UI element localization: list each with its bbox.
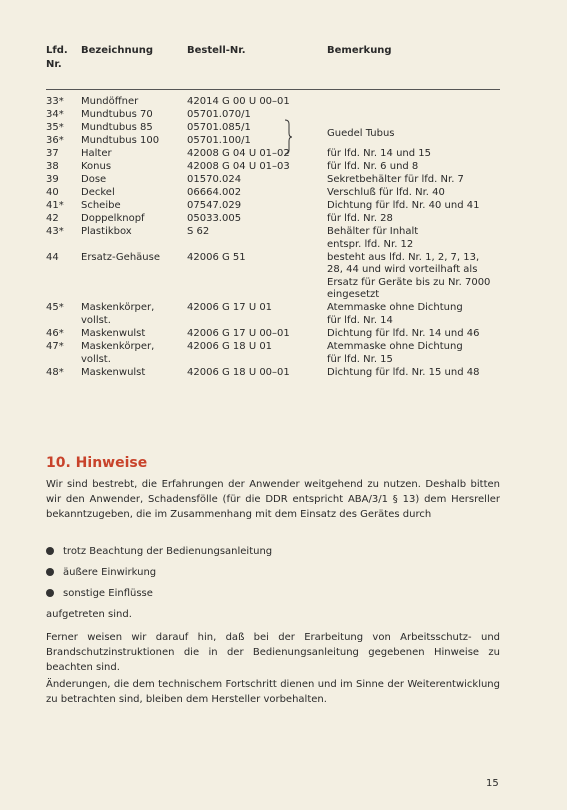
brace-icon	[284, 119, 292, 155]
cell-bezeichnung: Maskenwulst	[81, 366, 146, 378]
cell-bestell-nr: 42006 G 18 U 01	[187, 340, 273, 352]
cell-lfd-nr: 33*	[46, 96, 64, 107]
cell-bemerkung-line3: Ersatz für Geräte bis zu Nr. 7000	[327, 276, 491, 288]
cell-bestell-nr: 06664.002	[187, 187, 242, 198]
cell-bestell-nr: 42006 G 17 U 01	[187, 302, 273, 314]
cell-bezeichnung: Deckel	[81, 187, 115, 198]
cell-bezeichnung: Halter	[81, 148, 112, 159]
cell-bemerkung: besteht aus lfd. Nr. 1, 2, 7, 13,	[327, 251, 480, 263]
cell-bezeichnung-line2: vollst.	[81, 353, 111, 365]
cell-bemerkung: für lfd. Nr. 14 und 15	[327, 148, 432, 159]
cell-lfd-nr: 36*	[46, 135, 64, 146]
cell-lfd-nr: 39	[46, 174, 59, 185]
table-row	[0, 341, 567, 367]
cell-bemerkung: Dichtung für lfd. Nr. 15 und 48	[327, 366, 480, 378]
bullet-text: sonstige Einflüsse	[63, 588, 153, 599]
cell-bemerkung: Sekretbehälter für lfd. Nr. 7	[327, 174, 464, 185]
table-row	[0, 161, 567, 174]
cell-lfd-nr: 48*	[46, 366, 64, 378]
cell-bemerkung: für lfd. Nr. 6 und 8	[327, 161, 419, 172]
cell-bestell-nr: S 62	[187, 226, 210, 237]
cell-lfd-nr: 41*	[46, 200, 64, 211]
bullet-item	[46, 545, 272, 559]
bullet-icon	[46, 568, 54, 576]
bullet-text: äußere Einwirkung	[63, 567, 157, 578]
header-bezeichnung: Bezeichnung	[81, 45, 153, 56]
cell-lfd-nr: 38	[46, 161, 59, 172]
cell-bestell-nr: 42006 G 17 U 00–01	[187, 327, 290, 339]
cell-bezeichnung: Dose	[81, 174, 107, 185]
cell-bezeichnung-line2: vollst.	[81, 314, 111, 326]
cell-bestell-nr: 05701.085/1	[187, 122, 251, 133]
cell-bezeichnung: Maskenkörper,	[81, 340, 155, 352]
header-lfd: Lfd.	[46, 45, 68, 56]
header-rule	[46, 89, 500, 90]
cell-bemerkung: Atemmaske ohne Dichtung	[327, 302, 463, 314]
table-row	[0, 226, 567, 252]
cell-lfd-nr: 35*	[46, 122, 64, 133]
table-row	[0, 187, 567, 200]
cell-bezeichnung: Mundtubus 85	[81, 122, 153, 133]
bullet-icon	[46, 589, 54, 597]
page-number: 15	[486, 778, 499, 789]
table-row	[0, 174, 567, 187]
table-row	[0, 200, 567, 213]
cell-lfd-nr: 43*	[46, 226, 64, 237]
cell-bemerkung: Atemmaske ohne Dichtung	[327, 340, 463, 352]
cell-bezeichnung: Scheibe	[81, 200, 121, 211]
cell-bemerkung: Dichtung für lfd. Nr. 40 und 41	[327, 200, 480, 211]
cell-bezeichnung: Mundtubus 70	[81, 109, 153, 120]
cell-bestell-nr: 42008 G 04 U 01–03	[187, 161, 290, 172]
table-row	[0, 367, 567, 380]
cell-lfd-nr: 40	[46, 187, 59, 198]
bullet-item	[46, 587, 153, 601]
cell-bemerkung-line4: eingesetzt	[327, 289, 380, 301]
cell-bestell-nr: 42006 G 18 U 00–01	[187, 366, 290, 378]
cell-bestell-nr: 01570.024	[187, 174, 242, 185]
guedel-note: Guedel Tubus	[327, 128, 395, 139]
cell-bezeichnung: Maskenwulst	[81, 327, 146, 339]
table-row	[0, 213, 567, 226]
cell-bestell-nr: 05701.100/1	[187, 135, 251, 146]
cell-lfd-nr: 37	[46, 148, 59, 159]
table-row	[0, 302, 567, 328]
cell-bemerkung-line2: für lfd. Nr. 15	[327, 353, 393, 365]
header-bestell-nr: Bestell-Nr.	[187, 45, 246, 56]
paragraph-aenderungen: Änderungen, die dem technischem Fortschritt dienen und im Sinne der Weiterentwicklung zu betrachten sind, bleiben dem Hersteller vorbehalten.	[46, 679, 500, 706]
table-row	[0, 328, 567, 341]
cell-bezeichnung: Doppelknopf	[81, 213, 145, 224]
table-row	[0, 96, 567, 109]
cell-lfd-nr: 44	[46, 251, 59, 263]
after-bullets-text: aufgetreten sind.	[46, 609, 132, 620]
paragraph-brandschutz: Ferner weisen wir darauf hin, daß bei der Erarbeitung von Arbeitsschutz- und Brandschutzinstruktionen die in der Bedienungsanleitung gegebenen Hinweise zu beachten sind.	[46, 632, 500, 674]
cell-bezeichnung: Mundtubus 100	[81, 135, 160, 146]
table-row	[0, 252, 567, 303]
cell-bestell-nr: 42014 G 00 U 00–01	[187, 96, 290, 107]
bullet-text: trotz Beachtung der Bedienungsanleitung	[63, 546, 273, 557]
cell-bestell-nr: 42006 G 51	[187, 251, 246, 263]
cell-bezeichnung: Konus	[81, 161, 112, 172]
cell-bemerkung: Behälter für Inhalt	[327, 226, 419, 237]
section-title: 10. Hinweise	[46, 455, 148, 471]
cell-bestell-nr: 05701.070/1	[187, 109, 251, 120]
intro-paragraph: Wir sind bestrebt, die Erfahrungen der Anwender weitgehend zu nutzen. Deshalb bitten wir den Anwender, Schadensfölle (für die DDR entspricht ABA/3/1 § 13) dem Hersreller bekanntzugeben, die im Zusammenhang mit dem Einsatz des Gerätes durch	[46, 479, 500, 521]
cell-bemerkung: für lfd. Nr. 28	[327, 213, 393, 224]
cell-bemerkung-line2: entspr. lfd. Nr. 12	[327, 238, 414, 250]
cell-lfd-nr: 34*	[46, 109, 64, 120]
cell-lfd-nr: 47*	[46, 340, 64, 352]
header-bemerkung: Bemerkung	[327, 45, 392, 56]
cell-bestell-nr: 42008 G 04 U 01–02	[187, 148, 290, 159]
cell-bezeichnung: Mundöffner	[81, 96, 139, 107]
bullet-item	[46, 566, 156, 580]
cell-bezeichnung: Ersatz-Gehäuse	[81, 251, 160, 263]
header-lfd-nr	[46, 44, 68, 72]
cell-bestell-nr: 07547.029	[187, 200, 242, 211]
cell-bestell-nr: 05033.005	[187, 213, 242, 224]
cell-bemerkung: Verschluß für lfd. Nr. 40	[327, 187, 445, 198]
cell-bezeichnung: Plastikbox	[81, 226, 132, 237]
cell-bemerkung-line2: für lfd. Nr. 14	[327, 314, 393, 326]
cell-lfd-nr: 45*	[46, 302, 64, 314]
cell-lfd-nr: 42	[46, 213, 59, 224]
header-nr: Nr.	[46, 59, 62, 70]
cell-bemerkung-line2: 28, 44 und wird vorteilhaft als	[327, 264, 478, 276]
cell-bezeichnung: Maskenkörper,	[81, 302, 155, 314]
bullet-icon	[46, 547, 54, 555]
cell-bemerkung: Dichtung für lfd. Nr. 14 und 46	[327, 327, 480, 339]
cell-lfd-nr: 46*	[46, 327, 64, 339]
